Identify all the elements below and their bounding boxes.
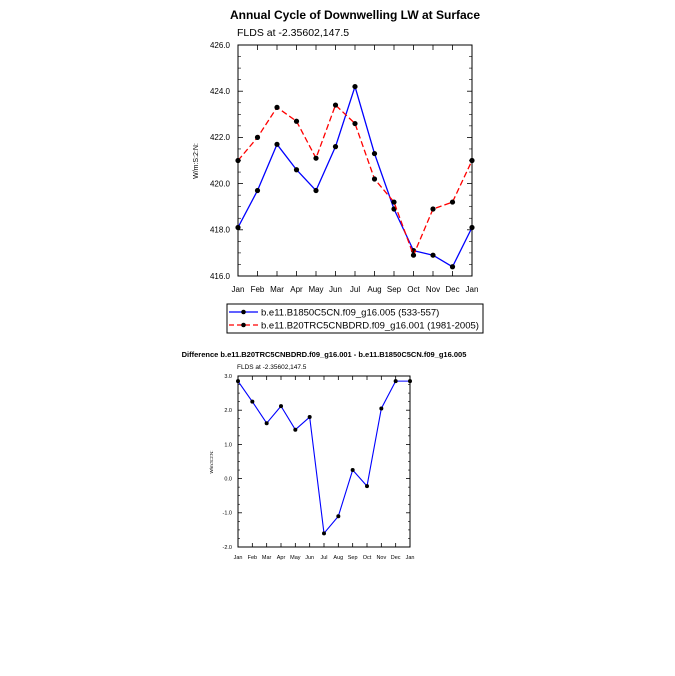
series-1-point <box>469 225 474 230</box>
y-tick-label: 424.0 <box>209 87 230 96</box>
chart-subtitle: FLDS at -2.35602,147.5 <box>237 27 350 39</box>
series-1-point <box>279 404 283 408</box>
x-tick-label: Oct <box>407 285 420 294</box>
x-tick-label: Sep <box>386 285 402 294</box>
series-1-point <box>408 379 412 383</box>
series-1-point <box>308 415 312 419</box>
x-tick-label: Jul <box>349 285 361 294</box>
series-2-point <box>294 119 299 124</box>
series-1-point <box>333 144 338 149</box>
x-tick-label: Nov <box>376 555 387 561</box>
series-2-point <box>411 253 416 258</box>
series-1-point <box>336 514 340 518</box>
x-tick-label: May <box>290 555 301 561</box>
x-tick-label: Jan <box>465 285 479 294</box>
legend-label-1: b.e11.B1850C5CN.f09_g16.005 (533-557) <box>261 307 440 319</box>
series-1-point <box>322 531 326 535</box>
series-1-point <box>255 188 260 193</box>
y-tick-label: 3.0 <box>224 373 232 380</box>
x-tick-label: Aug <box>367 285 382 294</box>
legend-label-2: b.e11.B20TRC5CNBDRD.f09_g16.001 (1981-2005) <box>261 320 479 332</box>
series-2-point <box>313 156 318 161</box>
y-tick-label: 1.0 <box>224 442 232 449</box>
legend-entry-1 <box>229 308 439 319</box>
chart-title: Difference b.e11.B20TRC5CNBDRD.f09_g16.001 - b.e11.B1850C5CN.f09_g16.005 <box>181 350 467 359</box>
x-tick-label: Sep <box>347 555 358 561</box>
series-2-point <box>391 199 396 204</box>
series-2-point <box>450 199 455 204</box>
series-line-2 <box>238 105 472 255</box>
series-2-point <box>352 121 357 126</box>
x-tick-label: Mar <box>261 555 272 561</box>
y-tick-label: -2.0 <box>222 544 232 551</box>
series-1-point <box>250 400 254 404</box>
series-1-point <box>352 84 357 89</box>
x-tick-label: Jan <box>405 555 415 561</box>
series-2-point <box>430 206 435 211</box>
x-tick-label: Feb <box>247 555 258 561</box>
legend <box>227 304 483 333</box>
y-tick-label: 420.0 <box>209 179 230 189</box>
series-2-point <box>333 102 338 107</box>
series-1-point <box>294 167 299 172</box>
plot-frame <box>238 376 410 547</box>
x-tick-label: Mar <box>270 285 284 294</box>
x-tick-label: Feb <box>250 285 265 294</box>
x-tick-label: Jun <box>305 555 315 561</box>
series-1-point <box>430 253 435 258</box>
series-1-point <box>450 264 455 269</box>
plot-marks <box>210 41 478 294</box>
legend-entry-2 <box>229 321 479 332</box>
x-tick-label: Apr <box>290 285 303 294</box>
y-axis-label: W/m:S:2:N: <box>193 143 200 179</box>
series-1-point <box>293 428 297 432</box>
chart-subtitle: FLDS at -2.35602,147.5 <box>237 364 307 371</box>
plot-marks <box>223 374 415 561</box>
x-tick-label: May <box>308 285 324 294</box>
y-axis-label: W/m:S:2:N: <box>209 450 214 474</box>
plot-frame <box>238 45 472 276</box>
x-tick-label: Aug <box>333 555 344 561</box>
x-tick-label: Jan <box>233 555 243 561</box>
series-1-point <box>351 468 355 472</box>
y-tick-label: 418.0 <box>209 225 230 235</box>
series-1-point <box>236 379 240 383</box>
series-2-point <box>255 135 260 140</box>
series-1-point <box>313 188 318 193</box>
series-2-point <box>274 105 279 110</box>
series-2-point <box>235 158 240 163</box>
x-tick-label: Jan <box>231 285 245 294</box>
series-1-point <box>372 151 377 156</box>
series-2-point <box>372 176 377 181</box>
legend-marker <box>241 323 246 328</box>
y-tick-label: 422.0 <box>209 133 230 143</box>
series-1-point <box>235 225 240 230</box>
x-tick-label: Jun <box>329 285 342 294</box>
chart-title: Annual Cycle of Downwelling LW at Surface <box>229 8 481 22</box>
y-tick-label: -1.0 <box>222 510 232 517</box>
x-tick-label: Oct <box>362 555 372 561</box>
difference-chart <box>182 350 467 561</box>
series-1-point <box>365 484 369 488</box>
y-tick-label: 416.0 <box>209 271 230 281</box>
series-1-point <box>394 379 398 383</box>
y-tick-label: 2.0 <box>224 408 232 415</box>
series-2-point <box>469 158 474 163</box>
series-1-point <box>265 421 269 425</box>
series-line-1 <box>238 381 410 533</box>
series-1-point <box>379 406 383 410</box>
series-1-point <box>274 142 279 147</box>
x-tick-label: Nov <box>425 285 441 294</box>
y-tick-label: 426.0 <box>209 40 230 50</box>
x-tick-label: Apr <box>276 555 286 561</box>
legend-marker <box>241 310 246 315</box>
y-tick-label: 0.0 <box>224 476 232 483</box>
x-tick-label: Dec <box>390 555 401 561</box>
annual-cycle-chart <box>193 8 480 294</box>
x-tick-label: Jul <box>320 555 328 561</box>
x-tick-label: Dec <box>445 285 460 294</box>
